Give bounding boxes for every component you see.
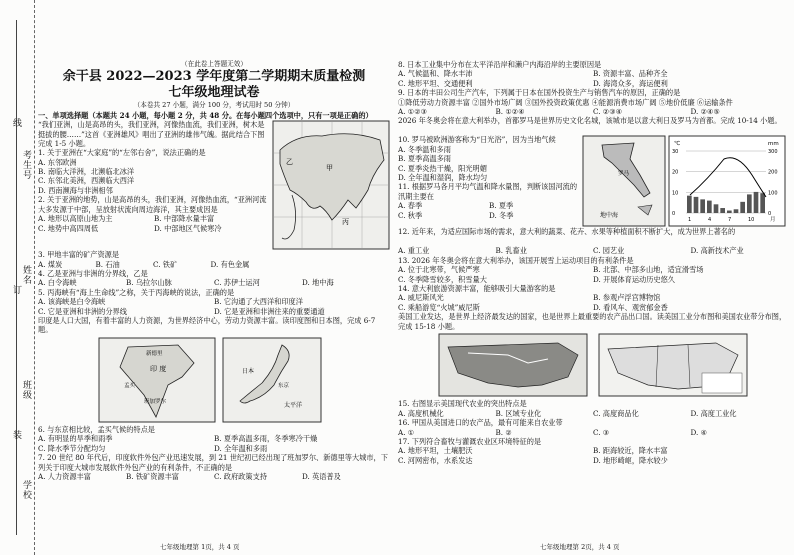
usa-industry-map bbox=[438, 333, 588, 397]
option: B. 南临大洋洲，北濒临北冰洋 bbox=[38, 167, 135, 177]
tick-label: 200 bbox=[768, 170, 778, 177]
option: B. 参观卢浮宫博物馆 bbox=[593, 293, 661, 303]
tick-label: 100 bbox=[768, 190, 778, 197]
option: C. ③ bbox=[593, 427, 610, 437]
option: C. 河网密布，水系发达 bbox=[398, 455, 473, 465]
month-label: 7 bbox=[728, 217, 732, 224]
answer-note: （在此卷上答题无效） bbox=[181, 60, 247, 68]
option: A. 春季 bbox=[398, 201, 423, 211]
option: C. 地势中高四周低 bbox=[38, 223, 99, 233]
precipitation-bar bbox=[727, 211, 732, 213]
option: B. ①②④ bbox=[495, 107, 525, 117]
option: A. 冬季温和多雨 bbox=[398, 144, 451, 154]
option: A. ①②③ bbox=[398, 107, 428, 117]
option: D. 西南濒海与非洲相邻 bbox=[38, 185, 113, 195]
option: A. 高度机械化 bbox=[398, 408, 444, 418]
option: C. ②③④ bbox=[593, 107, 623, 117]
axis-label: 月 bbox=[770, 217, 776, 224]
usa-agriculture-map bbox=[598, 333, 748, 397]
city-label: 罗马 bbox=[618, 171, 630, 178]
question-14: 14. 意大利旅游资源丰富，能够吸引大量游客的是 bbox=[398, 284, 556, 294]
exam-info: （本卷共 27 小题，满分 100 分，考试用时 50 分钟） bbox=[133, 101, 295, 110]
italy-map bbox=[582, 135, 666, 227]
tick-label: 30 bbox=[672, 149, 679, 156]
city-label: 新德里 bbox=[146, 351, 163, 358]
option: C. 苏伊士运河 bbox=[214, 278, 260, 288]
option: C. 夏季炎热干燥，阳光明媚 bbox=[398, 163, 487, 173]
city-label: 孟买 bbox=[124, 383, 136, 390]
option: B. 北部、中部多山地，适宜滑雪场 bbox=[593, 265, 704, 275]
rome-climate-chart bbox=[668, 135, 786, 227]
precipitation-bar bbox=[747, 195, 752, 214]
option: A. 有明显的旱季和雨季 bbox=[38, 434, 113, 444]
right-column bbox=[398, 0, 788, 465]
precipitation-bar bbox=[734, 210, 739, 214]
option: D. 地中海 bbox=[302, 278, 334, 288]
option: D. 英语普及 bbox=[302, 472, 341, 482]
option: B. 石油 bbox=[95, 259, 120, 269]
option: A. 位于北寒带，气候严寒 bbox=[398, 265, 480, 275]
option: A. 重工业 bbox=[398, 246, 430, 256]
precipitation-bar bbox=[740, 202, 745, 213]
exam-number-label: 考生号 bbox=[21, 150, 31, 180]
option: C. 政府政策支持 bbox=[214, 472, 267, 482]
option: C. 东邻北美洲，西濒临大西洋 bbox=[38, 176, 135, 186]
option: D. 开展体育运动历史悠久 bbox=[593, 274, 675, 284]
option: B. 夏季高温多雨，冬季寒冷干燥 bbox=[214, 434, 318, 444]
precipitation-bar bbox=[754, 192, 759, 213]
option: C. 地形平坦、交通便利 bbox=[398, 78, 473, 88]
class-label: 班级 bbox=[21, 380, 31, 400]
option: B. 夏季高温多雨 bbox=[398, 154, 451, 164]
tick-label: 300 bbox=[768, 149, 778, 156]
option: B. 乌拉尔山脉 bbox=[126, 278, 172, 288]
binding-mark: 线 bbox=[11, 118, 21, 128]
option: C. 高度商品化 bbox=[593, 408, 639, 418]
option: D. 中部地区气候寒冷 bbox=[154, 223, 222, 233]
option: D. 有色金属 bbox=[210, 259, 250, 269]
map-label: 丙 bbox=[342, 218, 349, 227]
city-label: 东京 bbox=[278, 383, 290, 390]
option: C. 降水季节分配均匀 bbox=[38, 443, 106, 453]
tick-label: 0 bbox=[672, 211, 676, 218]
asia-map bbox=[272, 120, 390, 250]
map-label: 乙 bbox=[286, 158, 293, 167]
india-map bbox=[98, 337, 216, 423]
option: A. 地形平坦，土壤肥沃 bbox=[398, 446, 473, 456]
precipitation-bar bbox=[694, 197, 699, 213]
option: D. 全年温和多雨 bbox=[214, 443, 268, 453]
option: D. 全年温和湿润，降水均匀 bbox=[398, 173, 488, 183]
option: C. 园艺业 bbox=[593, 246, 625, 256]
japan-map bbox=[222, 337, 322, 423]
name-label: 姓名 bbox=[21, 265, 31, 285]
question-6: 6. 与东京相比较，孟买气候的特点是 bbox=[38, 425, 155, 435]
option: A. 人力资源丰富 bbox=[38, 472, 91, 482]
axis-unit: ℃ bbox=[674, 141, 681, 148]
option: A. 该海峡是白令海峡 bbox=[38, 297, 106, 307]
option: B. 乳畜业 bbox=[495, 246, 527, 256]
question-9-statements: ①降低劳动力资源丰富 ②国外市场广阔 ③国外投资政策优惠 ④能源消费市场广阔 ⑤地价低廉 ⑥运输条件 bbox=[398, 97, 733, 107]
binding-mark: 订 bbox=[11, 285, 21, 295]
asia-map-figure bbox=[272, 120, 390, 250]
option: A. 东邻欧洲 bbox=[38, 157, 77, 167]
section-heading: 一、单项选择题（本题共 24 小题，每小题 2 分，共 48 分。在每小题四个选项中，只有一项是正确的） bbox=[38, 110, 373, 120]
option: D. 它是亚洲和非洲往来的重要通道 bbox=[214, 306, 325, 316]
page-footer: 七年级地理第 2页，共 4 页 bbox=[540, 543, 620, 551]
question-15: 15. 右图显示美国现代农业的突出特点是 bbox=[398, 399, 527, 409]
question-17: 17. 下列符合畜牧与灌溉农业区环境特征的是 bbox=[398, 436, 542, 446]
binding-strip bbox=[0, 0, 35, 555]
question-16: 16. 甲国从美国进口的农产品，最有可能来自农业带 bbox=[398, 418, 563, 428]
option: B. 距海较近，降水丰富 bbox=[593, 446, 668, 456]
question-12: 12. 近年来，为适应国际市场的需求，意大利的蔬菜、花卉、水果等种植面积不断扩大，成为世界上著名的 bbox=[398, 227, 736, 237]
option: C. 铁矿 bbox=[153, 259, 178, 269]
option: B. 中部降水量丰富 bbox=[154, 214, 215, 224]
exam-title: 余干县 2022—2023 学年度第二学期期末质量检测 bbox=[62, 69, 366, 85]
question-2: 2. 关于亚洲的地势，山是高昂的头，我们亚洲，河像热血流，“亚洲河流大多发源于中部，呈放射状流向周边海洋，其主要成因是 bbox=[38, 195, 267, 214]
question-3: 3. 甲地丰富的矿产资源是 bbox=[38, 250, 120, 260]
tick-label: 10 bbox=[672, 190, 679, 197]
option: D. 地形崎岖，降水较少 bbox=[593, 455, 668, 465]
precipitation-bar bbox=[760, 194, 765, 214]
map-label: 地中海 bbox=[600, 212, 619, 220]
option: B. 夏季 bbox=[489, 201, 514, 211]
map-label: 印 度 bbox=[150, 365, 167, 374]
usa-map-row bbox=[438, 333, 788, 397]
page-footer: 七年级地理第 1页，共 4 页 bbox=[160, 543, 240, 551]
option: C. 它是亚洲和非洲的分界线 bbox=[38, 306, 127, 316]
month-label: 1 bbox=[688, 217, 692, 224]
map-row bbox=[98, 337, 390, 423]
option: D. 高度工业化 bbox=[690, 408, 737, 418]
map-label: 日本 bbox=[242, 368, 255, 376]
map-label: 太平洋 bbox=[284, 402, 303, 410]
question-8: 8. 日本工业集中分布在太平洋沿岸和濑户内海沿岸的主要原因是 bbox=[398, 60, 602, 69]
option: C. 乘船游览“火城”威尼斯 bbox=[398, 302, 480, 312]
question-4: 4. 乙是亚洲与非洲的分界线，乙是 bbox=[38, 269, 148, 279]
question-7: 7. 20 世纪 80 年代后，印度软件外包产业迅速发展，到 21 世纪初已经出现了班加罗尔、新德里等大城市，下列关于印度大城市发展软件外包产业的有利条件，不正确的是 bbox=[38, 453, 388, 472]
precipitation-bar bbox=[714, 205, 719, 214]
option: D. ②④⑤ bbox=[690, 107, 720, 117]
option: A. ① bbox=[398, 427, 415, 437]
option: A. 气候温和、降水丰沛 bbox=[398, 69, 473, 79]
tick-label: 0 bbox=[768, 211, 772, 218]
question-10: 10. 罗马被欧洲游客称为“日光浴”，因为当地气候 bbox=[398, 135, 556, 145]
option: B. 铁矿资源丰富 bbox=[126, 472, 179, 482]
option: D. 冬季 bbox=[489, 210, 514, 220]
option: D. 高新技术产业 bbox=[690, 246, 744, 256]
left-column bbox=[38, 0, 390, 482]
question-9: 9. 日本的丰田公司生产汽车，下列属于日本在国外投资生产与销售汽车的原因，正确的是 bbox=[398, 88, 681, 98]
option: A. 地形以高原山地为主 bbox=[38, 214, 113, 224]
option: C. 冬季降雪较多，积雪量大 bbox=[398, 274, 487, 284]
option: D. 海湾众多，海运便利 bbox=[593, 78, 668, 88]
question-5: 5. 丙海峡有“海上生命线”之称，关于丙海峡的说法，正确的是 bbox=[38, 287, 235, 297]
precipitation-bar bbox=[720, 208, 725, 213]
tick-label: 20 bbox=[672, 170, 679, 177]
school-label: 学校 bbox=[21, 480, 31, 500]
question-1: 1. 关于亚洲在“大家庭”的“左邻右舍”，说法正确的是 bbox=[38, 148, 206, 158]
option: A. 白令海峡 bbox=[38, 278, 77, 288]
city-label: 班加罗尔 bbox=[144, 399, 167, 406]
option: A. 煤炭 bbox=[38, 259, 63, 269]
question-13: 13. 2026 年冬奥会将在意大利举办，该国开展雪上运动项目的有利条件是 bbox=[398, 255, 634, 265]
precipitation-bar bbox=[700, 200, 705, 214]
option: B. 它沟通了大西洋和印度洋 bbox=[214, 297, 303, 307]
map-label: 甲 bbox=[326, 164, 333, 173]
axis-unit: mm bbox=[768, 141, 779, 148]
option: B. 区域专业化 bbox=[495, 408, 542, 418]
binding-mark: 装 bbox=[11, 430, 21, 440]
option: D. ④ bbox=[690, 427, 708, 437]
option: A. 威尼斯风光 bbox=[398, 293, 444, 303]
passage: 2026 年冬奥会将在意大利举办，首都罗马是世界历史文化名城，该城市是以意大利日及罗马为首都。完成 10-14 小题。 bbox=[398, 116, 782, 126]
month-label: 4 bbox=[708, 217, 712, 224]
precipitation-bar bbox=[707, 201, 712, 213]
month-label: 10 bbox=[748, 217, 755, 224]
option: B. ② bbox=[495, 427, 512, 437]
passage: 印度是人口大国，有着丰富的人力资源，为世界经济中心，劳动力资源丰富。读印度图和日本图，完成 6-7 题。 bbox=[38, 316, 376, 335]
exam-subtitle: 七年级地理试卷 bbox=[168, 85, 260, 101]
option: C. 秋季 bbox=[398, 210, 423, 220]
binding-line bbox=[16, 20, 17, 535]
precipitation-bar bbox=[687, 196, 692, 213]
passage: “我们亚洲，山是高昂的头，我们亚洲，河像热血流，我们亚洲，树木是挺拔的腰……”这首《亚洲雄风》唱出了亚洲的雄伟气魄。据此结合下图完成 1-5 小题。 bbox=[38, 120, 265, 149]
option: D. 看风车、观赏郁金香 bbox=[593, 302, 668, 312]
passage: 美国工业发达，是世界上经济最发达的国家，也是世界上最重要的农产品出口国。读美国工业分布图和美国农业带分布图，完成 15-18 小题。 bbox=[398, 312, 787, 331]
question-11: 11. 根据罗马各月平均气温和降水量图，判断该国河流的汛期主要在 bbox=[398, 182, 578, 201]
option: B. 资源丰富、品种齐全 bbox=[593, 69, 668, 79]
